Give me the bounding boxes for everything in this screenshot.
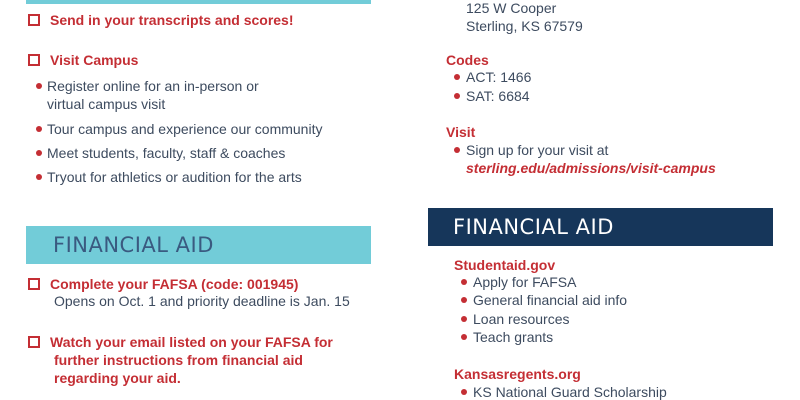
bullet [454,147,460,153]
top-header-bar [26,0,371,4]
studentaid-item-3: Loan resources [473,311,570,327]
codes-title: Codes [446,52,489,68]
bullet [461,297,467,303]
visit-bullet-3: Meet students, faculty, staff & coaches [47,145,286,161]
studentaid-item-1: Apply for FAFSA [473,274,577,290]
visit-campus-link[interactable]: sterling.edu/admissions/visit-campus [466,160,716,176]
studentaid-item-4: Teach grants [473,329,554,345]
transcripts-checkbox[interactable] [28,14,40,26]
fafsa-detail: Opens on Oct. 1 and priority deadline is Jan. 15 [54,293,350,309]
bullet [461,389,467,395]
bullet [461,334,467,340]
watch-email-line-1: Watch your email listed on your FAFSA for [50,334,333,350]
financial-aid-header-left [26,226,371,264]
bullet [36,83,42,89]
visit-item: Sign up for your visit at [466,142,609,158]
codes-act: ACT: 1466 [466,69,532,85]
kansasregents-title[interactable]: Kansasregents.org [454,366,581,382]
bullet [461,316,467,322]
studentaid-title[interactable]: Studentaid.gov [454,257,556,273]
visit-campus-title: Visit Campus [50,52,139,68]
financial-aid-heading-left: FINANCIAL AID [53,233,214,257]
visit-campus-checkbox[interactable] [28,54,40,66]
codes-sat: SAT: 6684 [466,88,530,104]
fafsa-title: Complete your FAFSA (code: 001945) [50,276,299,292]
kansasregents-item-1: KS National Guard Scholarship [473,384,667,400]
fafsa-checkbox[interactable] [28,278,40,290]
bullet [36,150,42,156]
visit-bullet-2: Tour campus and experience our community [47,121,323,137]
watch-email-checkbox[interactable] [28,336,40,348]
visit-bullet-1: Register online for an in-person or [47,78,259,94]
financial-aid-header-right [428,208,773,246]
watch-email-line-2: further instructions from financial aid [54,352,303,368]
bullet [461,279,467,285]
bullet [36,126,42,132]
visit-bullet-4: Tryout for athletics or audition for the arts [47,169,302,185]
bullet [454,93,460,99]
transcripts-label: Send in your transcripts and scores! [50,12,294,28]
studentaid-item-2: General financial aid info [473,292,628,308]
financial-aid-heading-right: FINANCIAL AID [453,215,614,239]
bullet [454,74,460,80]
watch-email-line-3: regarding your aid. [54,370,181,386]
visit-bullet-1-cont: virtual campus visit [47,96,166,112]
address-street: 125 W Cooper [466,0,557,16]
address-city: Sterling, KS 67579 [466,18,583,34]
bullet [36,174,42,180]
visit-title: Visit [446,124,476,140]
